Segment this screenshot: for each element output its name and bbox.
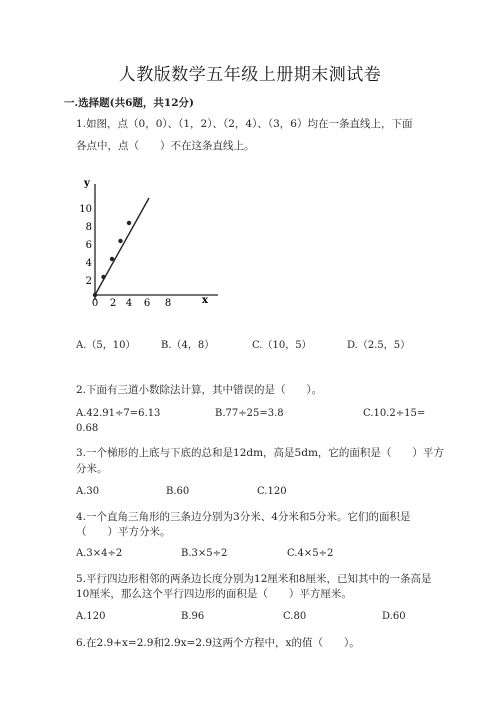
q5-option-d[interactable]: D.60 [382,611,406,622]
q1-option-b[interactable]: B.（4，8） [161,340,215,351]
q5-option-c[interactable]: C.80 [283,611,307,622]
q1-line1: 1.如图，点（0，0）、（1，2）、（2，4）、（3，6）均在一条直线上，下面 [76,118,413,130]
q5-line1: 5.平行四边形相邻的两条边长度分别为12厘米和8厘米，已知其中的一条高是 [76,573,432,585]
y-tick-label: 4 [85,258,92,269]
q3-option-c[interactable]: C.120 [257,486,287,497]
y-tick-label: 8 [85,222,92,233]
graph-point [118,239,122,243]
graph-point [110,257,114,261]
graph-point [127,221,131,225]
y-axis-label: y [84,178,90,189]
section-heading: 一.选择题(共6题，共12分) [64,97,195,109]
q1-option-d[interactable]: D.（2.5，5） [347,340,411,351]
q3-option-b[interactable]: B.60 [166,486,190,497]
y-tick-label: 6 [85,240,92,251]
q3-line1: 3.一个梯形的上底与下底的总和是12dm，高是5dm，它的面积是（ ）平方 [76,447,444,459]
q4-option-c[interactable]: C.4×5÷2 [287,548,334,559]
q1-option-a[interactable]: A.（5，10） [76,340,136,351]
q2-option-a[interactable]: A.42.91÷7=6.13 [76,408,161,419]
q5-option-b[interactable]: B.96 [181,611,205,622]
x-axis-label: x [202,295,208,306]
q3-option-a[interactable]: A.30 [76,486,100,497]
page-title: 人教版数学五年级上册期末测试卷 [118,65,382,85]
q6-line1: 6.在2.9+x=2.9和2.9x=2.9这两个方程中，x的值（ ）。 [76,637,360,649]
x-tick-label: 4 [125,298,133,309]
graph-line [95,198,149,295]
q5-line2: 10厘米，那么这个平行四边形的面积是（ ）平方厘米。 [76,588,352,600]
y-tick-label: 10 [79,204,92,215]
q3-line2: 分米。 [76,463,108,475]
q2-line1: 2.下面有三道小数除法计算，其中错误的是（ ）。 [76,384,323,396]
coordinate-graph [78,172,223,312]
x-tick-label: 8 [164,298,172,309]
q4-option-a[interactable]: A.3×4÷2 [76,548,123,559]
y-tick-label: 2 [85,276,92,287]
q2-option-c-cont: 0.68 [76,423,99,434]
q4-line2: （ ）平方分米。 [76,526,171,538]
q2-option-c[interactable]: C.10.2÷15= [363,408,426,419]
q4-line1: 4.一个直角三角形的三条边分别为3分米、4分米和5分米。它们的面积是 [76,511,411,523]
x-tick-label: 0 [91,298,99,309]
q1-option-c[interactable]: C.（10，5） [252,340,312,351]
q2-option-b[interactable]: B.77÷25=3.8 [215,408,284,419]
graph-points [93,221,131,297]
x-tick-label: 6 [143,298,151,309]
x-tick-label: 2 [109,298,117,309]
q5-option-a[interactable]: A.120 [76,611,106,622]
q1-line2: 各点中，点（ ）不在这条直线上。 [76,140,255,152]
q4-option-b[interactable]: B.3×5÷2 [181,548,228,559]
graph-point [101,275,105,279]
graph-point [93,293,97,297]
